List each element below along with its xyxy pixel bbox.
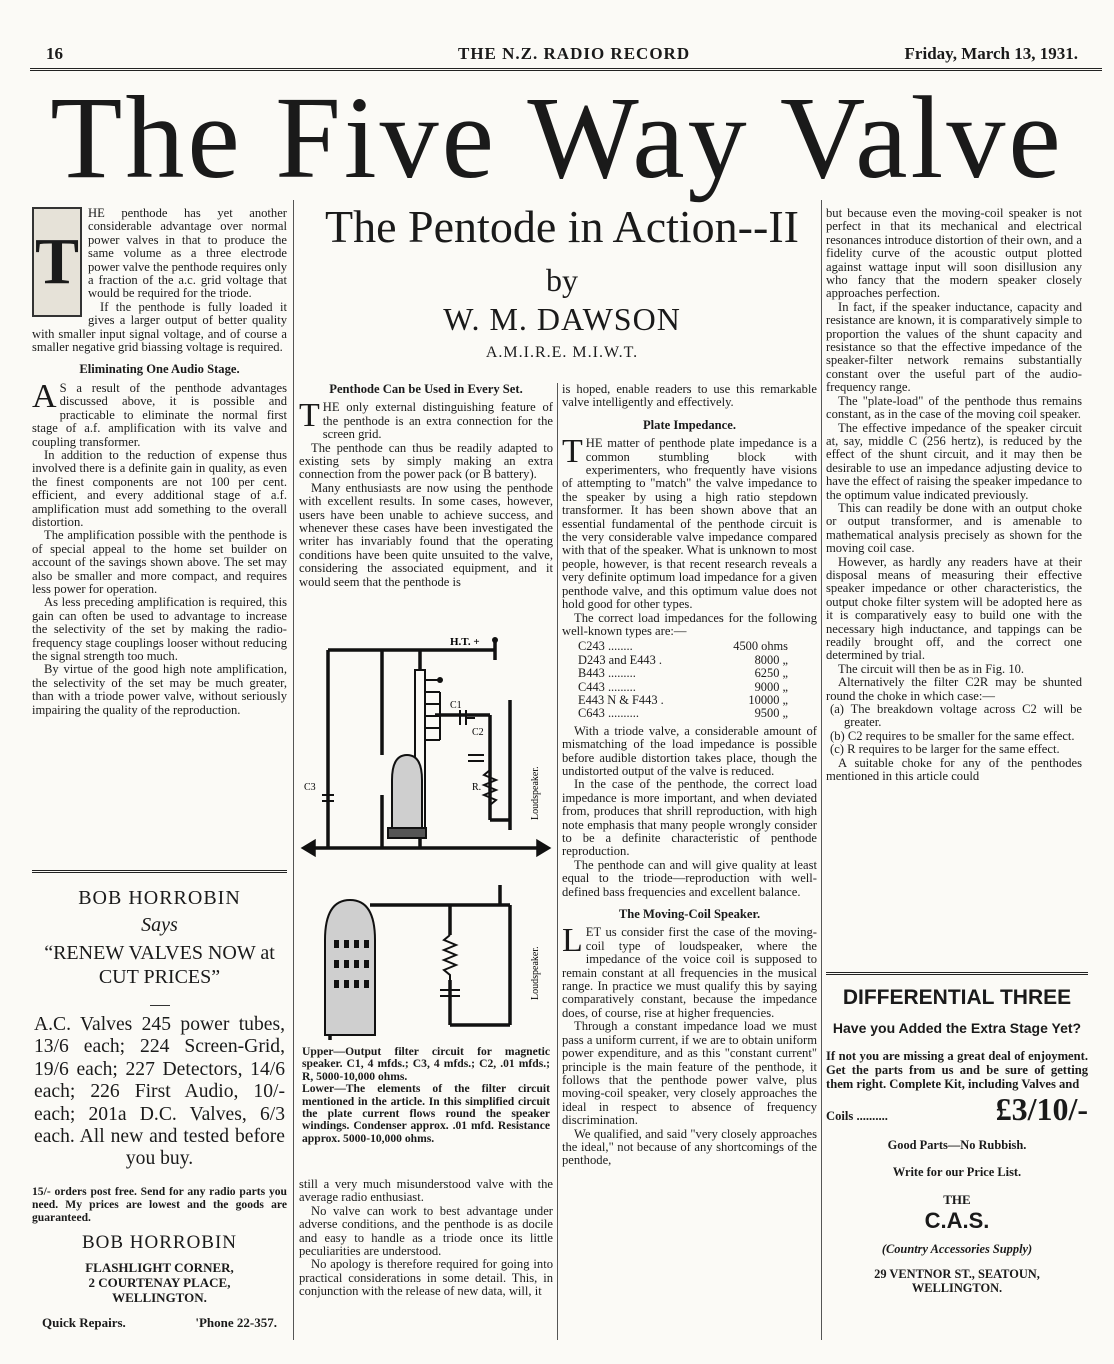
paragraph: In the case of the penthode, the correct load impedance is more important, and when deviated from, produces that shrill reproduction, with high note emphasis that many people wrongly consider to be a definite characteristic of penthode reproduction. [562,777,817,859]
paragraph: No valve can work to best advantage under adverse conditions, and the penthode is as docile and easy to handle as a triode once its little peculiarities are understood. [299,1203,553,1259]
table-row: C643 .......... 9500 „ [578,706,788,721]
table-row: C443 ......... 9000 „ [578,679,788,694]
section-heading: Eliminating One Audio Stage. [79,362,240,377]
table-row: B443 ......... 6250 „ [578,666,788,681]
caption-lower: Lower—The elements of the filter circuit mentioned in the article. In this simplified circuit the plate current flows round the speaker windings. Condenser approx. .01 mfd. Resistance approx. 5000-10,000 ohms. [302,1082,550,1145]
paragraph: The amplification possible with the penthode is of special appeal to the home set builder on account of the savings shown above. The set may also be smaller and more compact, and requires less power for operation. [32,528,287,596]
list-item: (c) R requires to be larger for the same effect. [830,742,1060,757]
initial-cap: T [299,397,320,435]
c3-label: C3 [304,782,316,793]
phone-text: 'Phone 22-357. [195,1314,277,1330]
section-heading: The Moving-Coil Speaker. [618,907,761,922]
paragraph: still a very much misunderstood valve with the average radio enthusiast. [299,1177,553,1205]
column-divider [293,200,294,1340]
advertiser-name: BOB HORROBIN [78,887,241,909]
ad-the: THE [943,1192,971,1207]
ad-price-row [826,1091,1088,1128]
paragraph: Through a constant impedance load we must pass a uniform current, if we are to obtain uniform power expenditure, and as this "constant current" principle is the main feature of the penthode, it follows that the penthode power valve, plus moving-coil speaker, very closely approaches the ideal in respect to absence of frequency discrimination. [562,1019,817,1128]
ad-cas-fullname: (Country Accessories Supply) [881,1242,1033,1256]
paragraph: A suitable choke for any of the penthodes mentioned in this article could [826,755,1082,784]
initial-cap: L [562,922,583,960]
initial-cap: A [32,377,57,415]
ornamental-dropcap: T [32,207,82,317]
paragraph: The correct load impedances for the following well-known types are:— [562,610,817,638]
column-2-continued [299,1178,553,1299]
ad-says: Says [141,914,178,936]
ad-address: 29 VENTNOR ST., SEATOUN, WELLINGTON. [874,1267,1040,1295]
lower-circuit-diagram [300,880,552,1040]
article-subtitle-block [302,200,822,364]
issue-date: Friday, March 13, 1931. [904,44,1078,63]
column-3 [562,383,817,1168]
paragraph: By virtue of the good high note amplification, the selectivity of the set may be much greater, than with a triode power valve, without seriously impairing the quality of the reproduction. [32,662,287,717]
ht-label: H.T. + [450,636,480,648]
ad-title: DIFFERENTIAL THREE [842,986,1072,1009]
paragraph: In addition to the reduction of expense thus involved there is a definite gain in quality, as even the finest components are not 100 per cent. efficient, and every additional stage of a.f. amplification must add something to the overall distortion. [32,447,287,529]
masthead-rule [30,68,1102,71]
author-name: W. M. DAWSON [443,301,681,337]
paragraph: However, as hardly any readers have at their disposal means of measuring their effective speaker impedance or other characteristics, the output choke filter system will be adopted here as it is comparatively easy to build one with the necessary high inductance, and tappings can be readily brought off, and the correct one determined by trial. [826,554,1082,663]
article-subtitle: The Pentode in Action--II [325,201,799,252]
coils-text: Coils .......... [826,1109,888,1123]
paragraph: The "plate-load" of the penthode thus remains constant, as in the case of the moving coil speaker. [826,393,1082,422]
loudspeaker-label: Loudspeaker. [530,946,541,1000]
column-divider [557,383,558,1340]
upper-circuit-diagram [300,630,552,870]
paragraph: Alternatively the filter C2R may be shunted round the choke in which case:— [826,675,1082,703]
ad-text: If not you are missing a great deal of enjoyment. Get the parts from us and be sure of getting them right. Complete Kit, including Valves and [826,1049,1088,1091]
author-credentials: A.M.I.R.E. M.I.W.T. [485,344,639,361]
paragraph: The circuit will then be as in Fig. 10. [838,661,1025,676]
column-divider [821,200,822,1340]
paragraph: The effective impedance of the speaker circuit at, say, middle C (256 hertz), is reduced by the effect of the shunt circuit, and it may then be desirable to use an impedance adjusting device to have the effect of raising the speaker impedance to the optimum value indicated previously. [826,420,1082,502]
ad-question: Have you Added the Extra Stage Yet? [832,1020,1082,1036]
table-row: C243 ........ 4500 ohms [578,639,788,654]
paragraph: With a triode valve, a considerable amount of mismatching of the load impedance is possible before audible distortion takes place, though the undistorted output of the valve is reduced. [562,723,817,778]
table-row: D243 and E443 . 8000 „ [578,652,788,667]
list-item: (b) C2 requires to be smaller for the same effect. [830,728,1075,743]
paragraph: Many enthusiasts are now using the penthode with excellent results. In some cases, however, users have been unable to achieve success, and whenever these cases have been investigated the writer has invariably found that the operating conditions have been quite unsuited to the valve, considering the associated equipment, and it would seem that the penthode is [299,480,553,589]
ad-footer [32,1315,287,1331]
ad-good-parts: Good Parts—No Rubbish. [887,1138,1027,1152]
paragraph: No apology is therefore required for going into practical considerations in some detail. This, in conjunction with the release of new data, will, it [299,1257,553,1299]
kit-price: £3/10/- [995,1091,1088,1127]
caption-upper: Upper—Output filter circuit for magnetic speaker. C1, 4 mfds.; C3, 4 mfds.; C2, .01 mfds.; R, 5000-10,000 ohms. [302,1045,550,1083]
paragraph: LET us consider first the case of the moving-coil type of loudspeaker, where the impedance of the voice coil is supposed to remain constant at all frequencies in the musical range. In practice we must qualify this by saying comparatively constant, because the impedance does, of course, rise at higher frequencies. [562,922,817,1020]
paragraph: THE matter of penthode plate impedance is a common stumbling block with experimenters, who frequently have visions of attempting to "match" the valve impedance to the speaker by using a high ratio stepdown transformer. It has been shown above that an essential fundamental of the penthode circuit is the very considerable valve impedance compared with that of the speaker. What is unknown to most people, however, is that recent research reveals a very definite optimum load impedance for a given penthode valve, and this optimum value does not hold good for other types. [562,433,817,612]
advertiser-name-2: BOB HORROBIN [81,1231,238,1253]
ad-address: FLASHLIGHT CORNER, 2 COURTENAY PLACE, WELLINGTON. [85,1259,234,1305]
ad-fine-print: 15/- orders post free. Send for any radio parts you need. My prices are lowest and the goods are guaranteed. [32,1184,287,1224]
paragraph: In fact, if the speaker inductance, capacity and resistance are known, it is comparatively simple to proportion the values of the shunt capacity and resistance so that the effective impedance of the speaker-filter network remains substantially constant over the useful part of the audio-frequency range. [826,299,1082,395]
column-2 [299,383,553,589]
c1-label: C1 [450,700,462,711]
column-4 [826,207,1082,783]
paragraph: The penthode can thus be readily adapted to existing sets by simply making an extra connection from the power pack (or B battery). [299,440,553,482]
repairs-text: Quick Repairs. [42,1314,126,1330]
masthead [40,44,1080,70]
paragraph: We qualified, and said "very closely approaches the ideal," not because of any shortcomings of the penthode, [562,1126,817,1168]
ad-price-list: A.C. Valves 245 power tubes, 13/6 each; 224 Screen-Grid, 19/6 each; 227 Detectors, 14/6 each; 226 First Audio, 10/- each; 201a D.C. Valves, 6/3 each. All new and tested before you buy. [34,1014,285,1170]
byline-by: by [546,262,578,298]
figure-caption [302,1046,550,1145]
cas-advertisement [826,972,1088,1342]
paragraph: If the penthode is fully loaded it gives a larger output of better quality with smaller input signal voltage, and of course a smaller negative grid biassing voltage is required. [32,299,287,355]
article-headline: The Five Way Valve [50,72,1064,203]
paragraph: This can readily be done with an output choke or output transformer, and is amenable to mathematical analysis precisely as shown for the moving coil case. [826,500,1082,556]
load-impedance-table [578,640,788,720]
initial-cap: T [562,433,583,471]
paragraph: A S a result of the penthode advantages discussed above, it is possible and practicable to eliminate the normal first stage of a.f. amplification with its valve and coupling transformer. [32,377,287,449]
publication-title: THE N.Z. RADIO RECORD [458,44,691,63]
c2-label: C2 [472,727,484,738]
paragraph: THE only external distinguishing feature of the penthode is an extra connection for the screen grid. [299,397,553,442]
paragraph: is hoped, enable readers to use this remarkable valve intelligently and effectively. [562,382,817,410]
paragraph: As less preceding amplification is required, this gain can often be used to advantage to increase the selectivity of the set by making the radio-frequency stage couplings looser without reducing the signal strength too much. [32,595,287,663]
horrobin-advertisement [32,870,287,1340]
loudspeaker-label: Loudspeaker. [530,766,541,820]
table-row: E443 N & F443 . 10000 „ [578,692,788,707]
ad-write: Write for our Price List. [892,1165,1022,1179]
column-1 [32,207,287,717]
ad-cas-name: C.A.S. [924,1208,990,1233]
paragraph: but because even the moving-coil speaker is not perfect in that its mechanical and electrical resonances introduce distortion of their own, and a fidelity curve of the acoustic output plotted against wattage input will soon disillusion any who fancy that the modern speaker closely approaches perfection. [826,206,1082,301]
paragraph: HE penthode has yet another considerable advantage over normal power valves in that to produce the same volume as a three electrode power valve the penthode requires only a fraction of the a.c. grid voltage that would be required for the triode. [88,206,287,301]
r-label: R. [472,782,482,793]
page-number: 16 [46,44,63,63]
paragraph: The penthode can and will give quality at least equal to the triode—reproduction with well-defined bass frequencies and excellent balance. [562,857,817,899]
divider [150,1005,170,1006]
section-heading: Plate Impedance. [642,417,737,432]
ad-slogan: “RENEW VALVES NOW at CUT PRICES” [44,942,275,988]
section-heading: Penthode Can be Used in Every Set. [329,382,523,396]
list-item: (a) The breakdown voltage across C2 will be greater. [830,702,1082,730]
